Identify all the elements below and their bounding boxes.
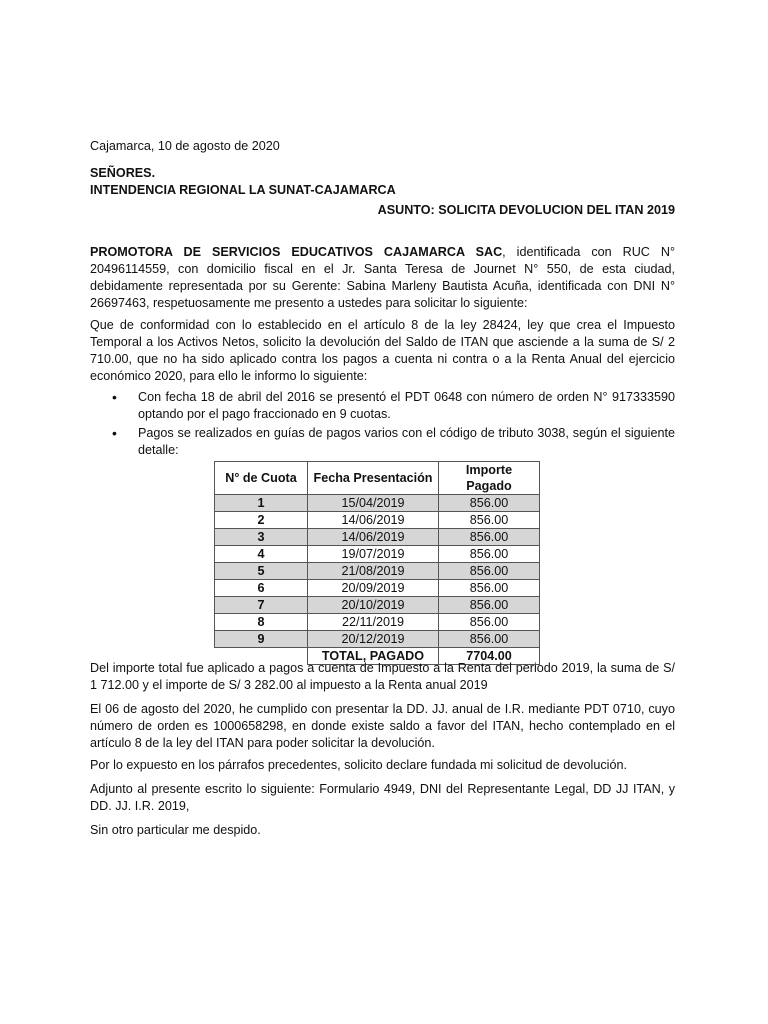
paragraph-attachments: Adjunto al presente escrito lo siguiente: Formulario 4949, DNI del Representante Legal, DD JJ ITAN, y DD. JJ. I.R. 2019, — [90, 782, 675, 813]
table-row — [215, 597, 540, 614]
cell-cuota: 6 — [215, 580, 308, 597]
paragraph-request: Que de conformidad con lo establecido en el artículo 8 de la ley 28424, ley que crea el Impuesto Temporal a los Activos Netos, solicito la devolución del Saldo de ITAN que asciende a la suma de S/ 2 710.00, que no ha sido aplicado contra los pagos a cuenta ni contra o a la Renta Anual del ejercicio económico 2020, para ello le informo lo siguiente: — [90, 318, 675, 383]
intro-rest: , identificada con RUC N° 20496114559, con domicilio fiscal en el Jr. Santa Teresa de Journet N° 550, de esta ciudad, debidamente representada por su Gerente: Sabina Marleny Bautista Acuña, identificada con DNI N° 26697463, respetuosamente me presento a ustedes para solicitar lo siguiente: — [90, 245, 675, 310]
table-header-row — [215, 462, 540, 495]
cell-importe: 856.00 — [439, 529, 540, 546]
cell-importe: 856.00 — [439, 597, 540, 614]
table-row — [215, 529, 540, 546]
header-cuota: N° de Cuota — [215, 462, 308, 495]
cell-cuota: 7 — [215, 597, 308, 614]
table-row — [215, 495, 540, 512]
cell-fecha: 14/06/2019 — [308, 512, 439, 529]
table-row — [215, 631, 540, 648]
bullet-item — [112, 425, 675, 459]
closing-line: Sin otro particular me despido. — [90, 823, 261, 837]
cell-fecha: 14/06/2019 — [308, 529, 439, 546]
payments-table-wrapper — [214, 461, 540, 665]
cell-cuota: 4 — [215, 546, 308, 563]
paragraph-conclusion: Por lo expuesto en los párrafos precedentes, solicito declare fundada mi solicitud de devolución. — [90, 758, 627, 772]
cell-fecha: 21/08/2019 — [308, 563, 439, 580]
header-importe: Importe Pagado — [439, 462, 540, 495]
recipient-line-2: INTENDENCIA REGIONAL LA SUNAT-CAJAMARCA — [90, 183, 396, 197]
cell-cuota: 2 — [215, 512, 308, 529]
cell-importe: 856.00 — [439, 512, 540, 529]
subject-line: ASUNTO: SOLICITA DEVOLUCION DEL ITAN 2019 — [377, 203, 675, 217]
table-row — [215, 563, 540, 580]
cell-fecha: 20/09/2019 — [308, 580, 439, 597]
bullet-item — [112, 389, 675, 423]
bullet-text: Con fecha 18 de abril del 2016 se presentó el PDT 0648 con número de orden N° 917333590 optando por el pago fraccionado en 9 cuotas. — [138, 390, 675, 421]
paragraph-application: Del importe total fue aplicado a pagos a cuenta de Impuesto a la Renta del periodo 2019, la suma de S/ 1 712.00 y el importe de S/ 3 282.00 al impuesto a la Renta anual 2019 — [90, 661, 675, 692]
cell-importe: 856.00 — [439, 546, 540, 563]
recipient-block — [90, 165, 675, 199]
cell-cuota: 3 — [215, 529, 308, 546]
header-fecha: Fecha Presentación — [308, 462, 439, 495]
cell-importe: 856.00 — [439, 580, 540, 597]
table-row — [215, 512, 540, 529]
cell-cuota: 8 — [215, 614, 308, 631]
cell-cuota: 5 — [215, 563, 308, 580]
cell-fecha: 20/10/2019 — [308, 597, 439, 614]
bullet-text: Pagos se realizados en guías de pagos varios con el código de tributo 3038, según el siguiente detalle: — [138, 426, 675, 457]
table-row — [215, 614, 540, 631]
cell-importe: 856.00 — [439, 495, 540, 512]
total-label: TOTAL, PAGADO — [308, 648, 439, 665]
cell-importe: 856.00 — [439, 563, 540, 580]
cell-importe: 856.00 — [439, 631, 540, 648]
bullet-icon: • — [112, 389, 117, 405]
date-line: Cajamarca, 10 de agosto de 2020 — [90, 139, 280, 153]
cell-fecha: 22/11/2019 — [308, 614, 439, 631]
cell-fecha: 19/07/2019 — [308, 546, 439, 563]
bullet-list — [112, 389, 675, 461]
intro-paragraph — [90, 244, 675, 312]
payments-table — [214, 461, 540, 665]
cell-importe: 856.00 — [439, 614, 540, 631]
cell-cuota: 9 — [215, 631, 308, 648]
total-value: 7704.00 — [439, 648, 540, 665]
table-row — [215, 546, 540, 563]
paragraph-declaration: El 06 de agosto del 2020, he cumplido con presentar la DD. JJ. anual de I.R. mediante PDT 0710, cuyo número de orden es 1000658298, en donde existe saldo a favor del ITAN, hecho contemplado en el artículo 8 de la ley del ITAN para poder solicitar la devolución. — [90, 702, 675, 750]
bullet-icon: • — [112, 425, 117, 441]
company-name: PROMOTORA DE SERVICIOS EDUCATIVOS CAJAMARCA SAC — [90, 245, 503, 259]
cell-fecha: 20/12/2019 — [308, 631, 439, 648]
cell-cuota: 1 — [215, 495, 308, 512]
recipient-line-1: SEÑORES. — [90, 166, 156, 180]
cell-fecha: 15/04/2019 — [308, 495, 439, 512]
table-row — [215, 580, 540, 597]
